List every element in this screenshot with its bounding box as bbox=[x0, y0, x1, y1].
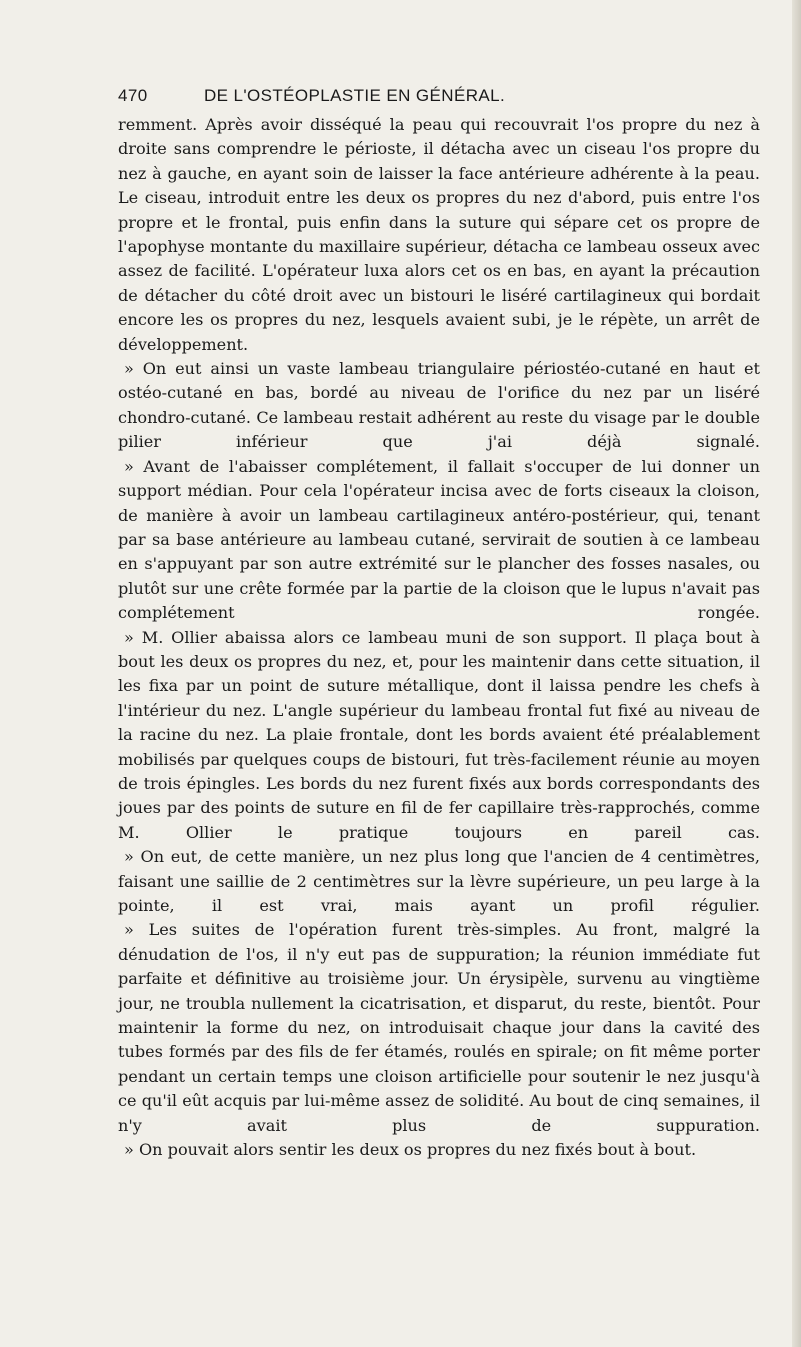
paragraph: » On eut, de cette manière, un nez plus long que l'ancien de 4 centimètres, faisant une saillie de 2 centimètres sur la lèvre supérieure, un peu large à la pointe, il est vrai, mais ayant un profil régulier. bbox=[118, 847, 760, 915]
page-number: 470 bbox=[118, 86, 148, 105]
body-text bbox=[118, 113, 760, 1162]
paragraph: » M. Ollier abaissa alors ce lambeau muni de son support. Il plaça bout à bout les deux os propres du nez, et, pour les maintenir dans cette situation, il les fixa par un point de suture métallique, dont il laissa pendre les chefs à l'intérieur du nez. L'angle supérieur du lambeau frontal fut fixé au niveau de la racine du nez. La plaie frontale, dont les bords avaient été préalablement mobilisés par quelques coups de bistouri, fut très-facilement réunie au moyen de trois épingles. Les bords du nez furent fixés aux bords correspondants des joues par des points de suture en fil de fer capillaire très-rapprochés, comme M. Ollier le pratique toujours en pareil cas. bbox=[118, 627, 760, 842]
running-title: DE L'OSTÉOPLASTIE EN GÉNÉRAL. bbox=[204, 86, 506, 105]
paragraph: remment. Après avoir disséqué la peau qui recouvrait l'os propre du nez à droite sans comprendre le périoste, il détacha avec un ciseau l'os propre du nez à gauche, en ayant soin de laisser la face antérieure adhérente à la peau. Le ciseau, introduit entre les deux os propres du nez d'abord, puis entre l'os propre et le frontal, puis enfin dans la suture qui sépare cet os propre de l'apophyse montante du maxillaire supérieur, détacha ce lambeau osseux avec assez de facilité. L'opérateur luxa alors cet os en bas, en ayant la précaution de détacher du côté droit avec un bistouri le liséré cartilagineux qui bordait encore les os propres du nez, lesquels avaient subi, je le répète, un arrêt de développement. bbox=[118, 115, 760, 354]
paragraph: » On eut ainsi un vaste lambeau triangulaire périostéo-cutané en haut et ostéo-cutané en bas, bordé au niveau de l'orifice du nez par un liséré chondro-cutané. Ce lambeau restait adhérent au reste du visage par le double pilier inférieur que j'ai déjà signalé. bbox=[118, 359, 760, 452]
paragraph: » Avant de l'abaisser complétement, il fallait s'occuper de lui donner un support médian. Pour cela l'opérateur incisa avec de forts ciseaux la cloison, de manière à avoir un lambeau cartilagineux antéro-postérieur, qui, tenant par sa base antérieure au lambeau cutané, servirait de soutien à ce lambeau en s'appuyant par son autre extrémité sur le plancher des fosses nasales, ou plutôt sur une crête formée par la partie de la cloison que le lupus n'avait pas complétement rongée. bbox=[118, 456, 760, 623]
paragraph: » On pouvait alors sentir les deux os propres du nez fixés bout à bout. bbox=[124, 1140, 697, 1160]
page-edge bbox=[792, 0, 801, 1347]
page-header bbox=[118, 86, 758, 110]
paragraph: » Les suites de l'opération furent très-simples. Au front, malgré la dénudation de l'os, il n'y eut pas de suppuration; la réunion immédiate fut parfaite et définitive au troisième jour. Un érysipèle, survenu au vingtième jour, ne troubla nullement la cicatrisation, et disparut, du reste, bientôt. Pour maintenir la forme du nez, on introduisait chaque jour dans la cavité des tubes formés par des fils de fer étamés, roulés en spirale; on fit même porter pendant un certain temps une cloison artificielle pour soutenir le nez jusqu'à ce qu'il eût acquis par lui-même assez de solidité. Au bout de cinq semaines, il n'y avait plus de suppuration. bbox=[118, 920, 760, 1135]
